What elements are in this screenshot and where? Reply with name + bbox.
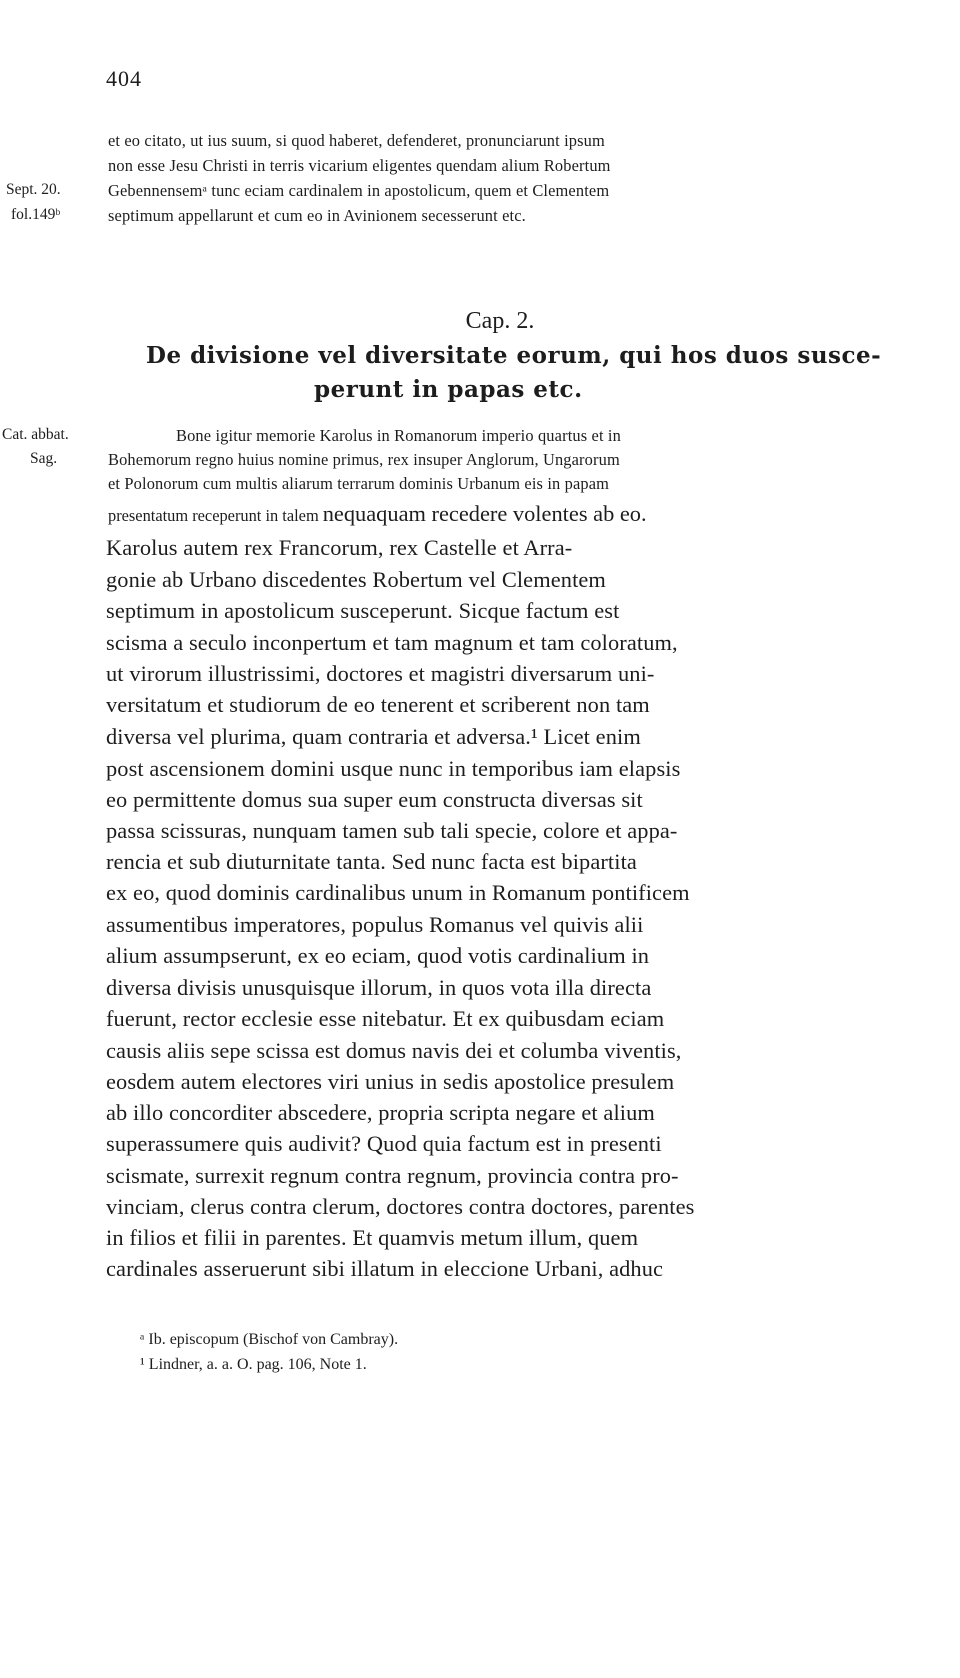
body-line: et Polonorum cum multis aliarum terrarum dominis Urbanum eis in papam: [108, 474, 610, 493]
page-number: 404: [106, 66, 142, 91]
body-line: superassumere quis audivit? Quod quia factum est in presenti: [106, 1131, 662, 1156]
intro-line: septimum appellarunt et cum eo in Avinionem secesserunt etc.: [108, 206, 526, 225]
body-line: in filios et filii in parentes. Et quamvis metum illum, quem: [106, 1225, 639, 1250]
body-line: passa scissuras, nunquam tamen sub tali specie, colore et appa-: [106, 818, 678, 843]
body-line: gonie ab Urbano discedentes Robertum vel Clementem: [106, 567, 606, 592]
body-line: alium assumpserunt, ex eo eciam, quod votis cardinalium in: [106, 943, 650, 968]
body-line: eosdem autem electores viri unius in sedis apostolice presulem: [106, 1069, 675, 1094]
footnote: ¹ Lindner, a. a. O. pag. 106, Note 1.: [140, 1356, 367, 1373]
body-line: ex eo, quod dominis cardinalibus unum in Romanum pontificem: [106, 880, 690, 905]
intro-line: non esse Jesu Christi in terris vicarium eligentes quendam alium Robertum: [108, 156, 611, 175]
chapter-title-line: perunt in papas etc.: [314, 376, 583, 403]
body-line: ab illo concorditer abscedere, propria scripta negare et alium: [106, 1100, 655, 1125]
margin-note-source-abbr: Sag.: [30, 450, 58, 467]
body-line-mixed: [108, 501, 647, 527]
body-line: ut virorum illustrissimi, doctores et magistri diversarum uni-: [106, 661, 655, 686]
body-line: eo permittente domus sua super eum constructa diversas sit: [106, 787, 643, 812]
body-line: diversa vel plurima, quam contraria et adversa.¹ Licet enim: [106, 724, 641, 749]
body-line: causis aliis sepe scissa est domus navis dei et columba viventis,: [106, 1038, 682, 1063]
margin-note-date: Sept. 20.: [6, 181, 61, 198]
margin-note-source: Cat. abbat.: [2, 426, 69, 443]
body-line: scisma a seculo inconpertum et tam magnum et tam coloratum,: [106, 630, 678, 655]
chapter-title-line: De divisione vel diversitate eorum, qui hos duos susce-: [146, 342, 882, 369]
body-line-small-part: presentatum receperunt in talem: [108, 506, 319, 525]
body-line: cardinales asseruerunt sibi illatum in eleccione Urbani, adhuc: [106, 1256, 664, 1281]
intro-line: et eo citato, ut ius suum, si quod haberet, defenderet, pronunciarunt ipsum: [108, 131, 605, 150]
body-line: Bone igitur memorie Karolus in Romanorum imperio quartus et in: [176, 426, 621, 445]
body-line: diversa divisis unusquisque illorum, in quos vota illa directa: [106, 975, 652, 1000]
intro-line: Gebennensemᵃ tunc eciam cardinalem in apostolicum, quem et Clementem: [108, 181, 610, 200]
body-line: assumentibus imperatores, populus Romanus vel quivis alii: [106, 912, 644, 937]
body-line: versitatum et studiorum de eo tenerent et scriberent non tam: [106, 692, 650, 717]
body-line: Bohemorum regno huius nomine primus, rex insuper Anglorum, Ungarorum: [108, 450, 620, 469]
chapter-label: Cap. 2.: [465, 308, 535, 334]
body-line: scismate, surrexit regnum contra regnum, provincia contra pro-: [106, 1163, 679, 1188]
body-line: septimum in apostolicum susceperunt. Sicque factum est: [106, 598, 620, 623]
body-line: post ascensionem domini usque nunc in temporibus iam elapsis: [106, 756, 681, 781]
footnote: ᵃ Ib. episcopum (Bischof von Cambray).: [140, 1331, 399, 1348]
margin-note-folio: fol.149ᵇ: [11, 206, 61, 223]
body-line: fuerunt, rector ecclesie esse nitebatur. Et ex quibusdam eciam: [106, 1006, 665, 1031]
body-line-large-part: nequaquam recedere volentes ab eo.: [322, 501, 647, 526]
body-line: rencia et sub diuturnitate tanta. Sed nunc facta est bipartita: [106, 849, 637, 874]
body-line: Karolus autem rex Francorum, rex Castelle et Arra-: [106, 535, 573, 560]
body-line: vinciam, clerus contra clerum, doctores contra doctores, parentes: [106, 1194, 695, 1219]
